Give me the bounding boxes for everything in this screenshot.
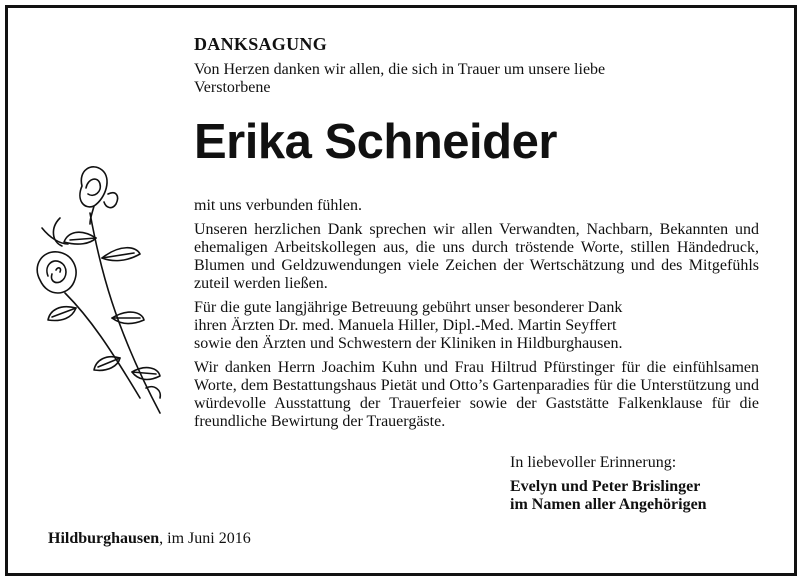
obituary-notice xyxy=(5,5,797,576)
deceased-name: Erika Schneider xyxy=(194,115,557,169)
place-date xyxy=(48,530,251,548)
closing-line: In liebevoller Erinnerung: xyxy=(510,454,677,471)
body-paragraph: Wir danken Herrn Joachim Kuhn und Frau Hiltrud Pfürstinger für die einfühlsamen Worte, dem Bestattungshaus Pietät und Otto’s Gartenparadies für die Unterstützung und würdevolle Ausstattung der Trauerfeier sowie der Gaststätte Falkenklause für die freundliche Bewirtung der Trauergäste. xyxy=(194,359,759,430)
place-name: Hildburghausen xyxy=(48,530,160,547)
body-line: Für die gute langjährige Betreuung gebührt unser besonderer Dank xyxy=(194,299,623,316)
signer-line: im Namen aller Angehörigen xyxy=(510,496,707,513)
rose-illustration-icon xyxy=(20,158,180,428)
care-paragraph xyxy=(194,299,759,353)
body-paragraph: mit uns verbunden fühlen. xyxy=(194,197,362,214)
notice-intro xyxy=(194,61,754,97)
body-line: sowie den Ärzten und Schwestern der Kliniken in Hildburghausen. xyxy=(194,335,623,352)
notice-body xyxy=(194,197,759,437)
body-paragraph: Unseren herzlichen Dank sprechen wir allen Verwandten, Nachbarn, Bekannten und ehemaligen Arbeitskollegen aus, die uns durch tröstende Worte, stillen Händedruck, Blumen und Geldzuwendungen viele Zeichen der Wertschätzung und des Mitgefühls zuteil werden ließen. xyxy=(194,221,759,292)
closing-block xyxy=(510,454,707,514)
signer-line: Evelyn und Peter Brislinger xyxy=(510,478,701,495)
signers xyxy=(510,478,707,514)
body-line: ihren Ärzten Dr. med. Manuela Hiller, Dipl.-Med. Martin Seyffert xyxy=(194,317,617,334)
intro-line: Von Herzen danken wir allen, die sich in Trauer um unsere liebe xyxy=(194,61,606,78)
notice-date: , im Juni 2016 xyxy=(159,530,251,547)
notice-heading: DANKSAGUNG xyxy=(194,34,328,54)
intro-line: Verstorbene xyxy=(194,79,271,96)
